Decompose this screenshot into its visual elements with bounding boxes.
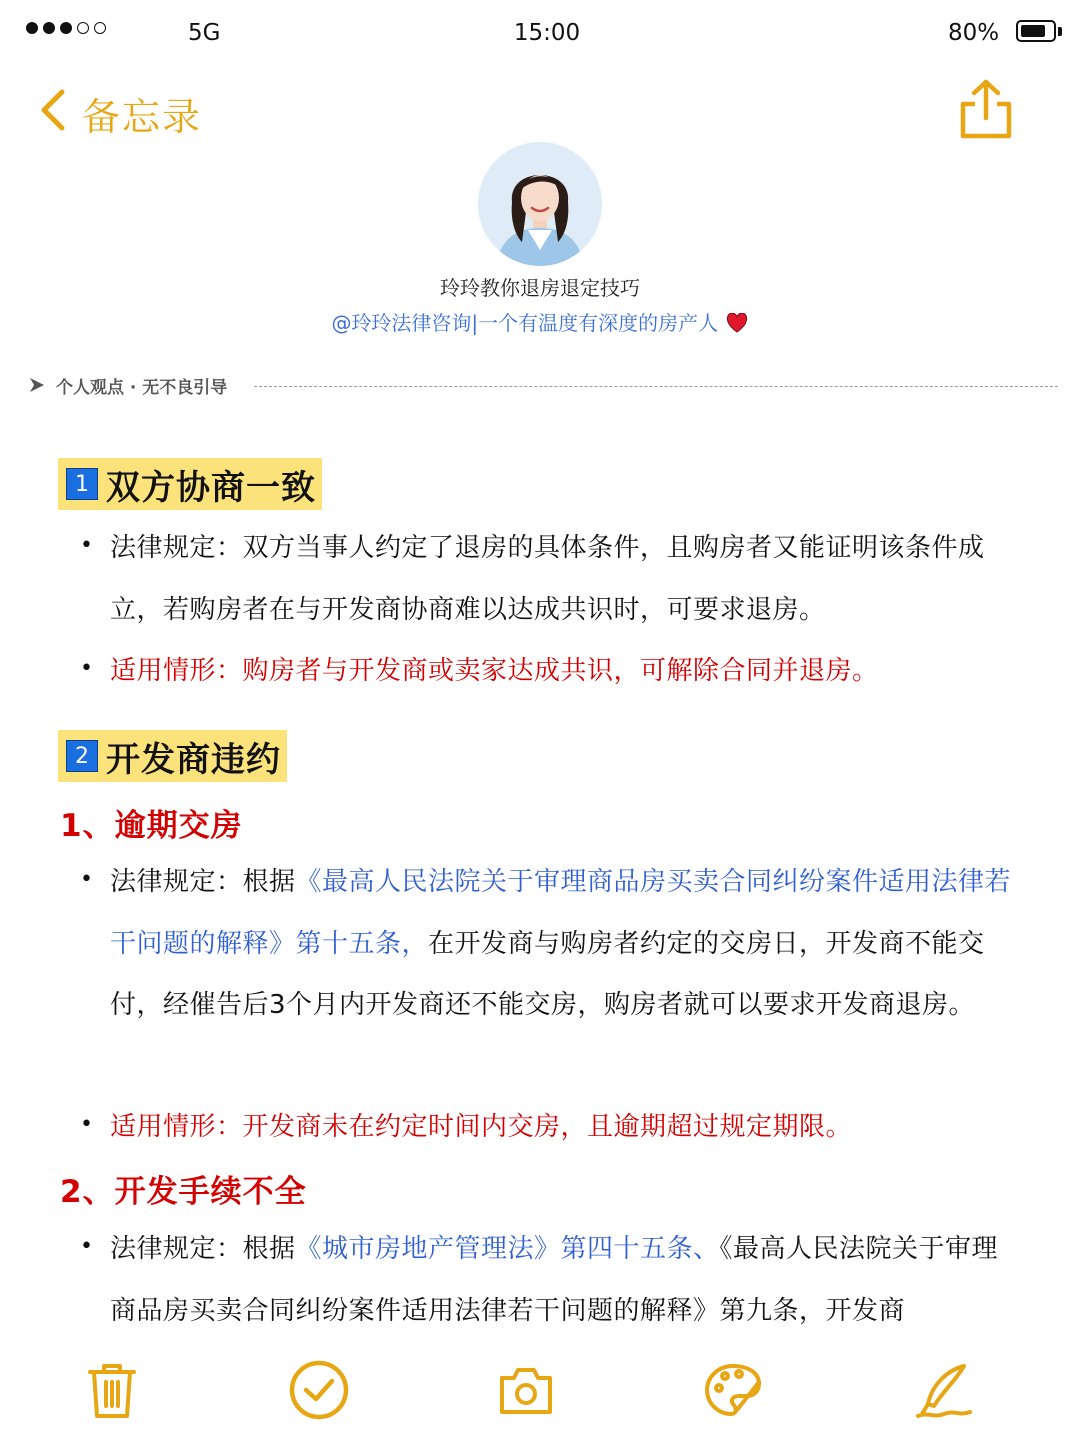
bullet-dot: • <box>80 533 93 558</box>
law-citation: 《最高人民法院关于审理商品房买卖合同纠纷案件适用法律若干问题的解释》第十五条， <box>110 867 1012 959</box>
battery-icon <box>1016 20 1056 42</box>
palette-icon[interactable] <box>703 1360 763 1420</box>
legal-label: 法律规定：根据 <box>110 1234 296 1264</box>
section-title: 双方协商一致 <box>106 467 316 508</box>
applicable-case-paragraph: 适用情形：开发商未在约定时间内交房，且逾期超过规定期限。 <box>110 1112 853 1142</box>
profile-handle <box>0 307 1080 336</box>
battery-percent: 80% <box>948 20 1000 46</box>
legal-rule-paragraph <box>110 518 1022 641</box>
section-2-heading <box>58 730 287 782</box>
subsection-heading: 2、开发手续不全 <box>60 1174 307 1210</box>
battery-cap <box>1058 27 1062 36</box>
avatar <box>478 142 602 266</box>
bullet-dot: • <box>80 656 93 681</box>
legal-rule-paragraph <box>110 852 1022 1037</box>
trash-icon[interactable] <box>82 1360 142 1420</box>
legal-text: 《最高人民法院关于审理商品房买卖合同纠纷案件适用法律若干问题的解释》第九条，开发商 <box>110 1234 999 1326</box>
section-number-badge: 2 <box>66 740 98 772</box>
legal-text: 在开发商与购房者约定的交房日，开发商不能交付，经催告后3个月内开发商还不能交房，购房者就可以要求开发商退房。 <box>110 928 985 1020</box>
profile-name: 玲玲教你退房退定技巧 <box>440 276 640 300</box>
back-button[interactable]: 备忘录 <box>82 95 203 139</box>
arrow-icon <box>28 376 46 398</box>
subsection-heading: 1、逾期交房 <box>60 808 243 844</box>
section-number-badge: 1 <box>66 468 98 500</box>
checkmark-icon[interactable] <box>289 1360 349 1420</box>
camera-icon[interactable] <box>496 1360 556 1420</box>
legal-label: 法律规定：根据 <box>110 867 296 897</box>
bullet-dot: • <box>80 1234 93 1259</box>
network-type: 5G <box>188 20 221 46</box>
bullet-dot: • <box>80 1112 93 1137</box>
dashed-divider <box>254 386 1058 387</box>
applicable-case-paragraph: 适用情形：购房者与开发商或卖家达成共识，可解除合同并退房。 <box>110 656 879 686</box>
section-1-heading <box>58 458 322 510</box>
profile-handle-text: @玲玲法律咨询|一个有温度有深度的房产人 <box>331 311 719 335</box>
share-icon[interactable] <box>958 78 1016 142</box>
pen-icon[interactable] <box>914 1360 974 1420</box>
section-title: 开发商违约 <box>106 739 281 780</box>
back-chevron-icon[interactable] <box>36 88 72 132</box>
legal-rule-paragraph <box>110 1219 1022 1342</box>
divider-label: 个人观点 · 无不良引导 <box>56 378 228 398</box>
heart-icon <box>725 311 749 335</box>
status-time: 15:00 <box>513 20 581 46</box>
bullet-dot: • <box>80 867 93 892</box>
law-citation: 《城市房地产管理法》第四十五条、 <box>295 1234 720 1264</box>
legal-label: 法律规定： <box>110 533 243 563</box>
legal-text: 双方当事人约定了退房的具体条件，且购房者又能证明该条件成立，若购房者在与开发商协商难以达成共识时，可要求退房。 <box>110 533 985 625</box>
